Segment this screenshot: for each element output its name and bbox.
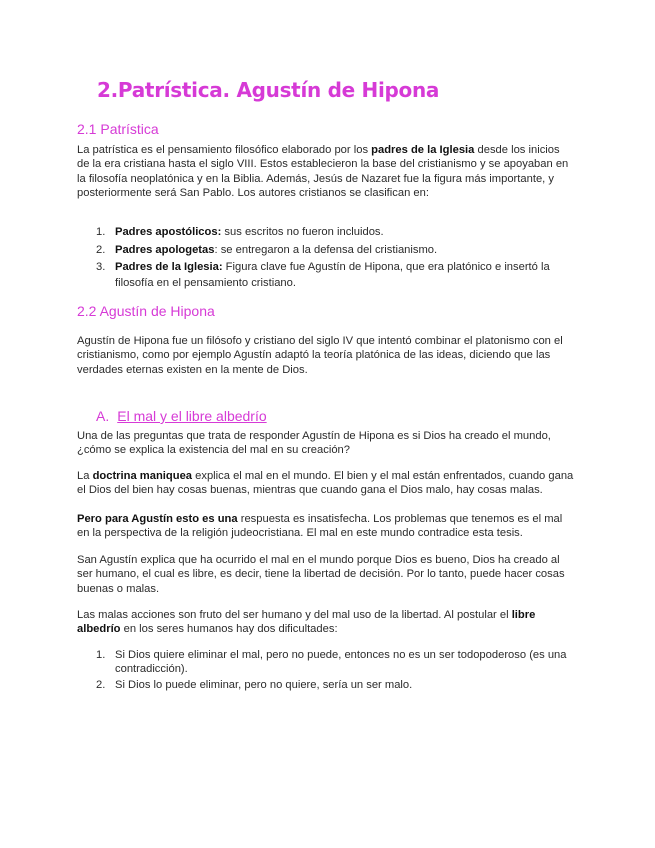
text: respuesta es insatisfecha. Los problemas que tenemos es el mal en la perspectiva de la religión judeocristiana. El mal en este mundo contradice esta tesis. (77, 513, 563, 540)
list-number: 3. (96, 261, 106, 273)
agustin-view-paragraph (77, 512, 575, 541)
intro-bold: padres de la Iglesia (371, 144, 475, 156)
list-item (77, 225, 575, 241)
page-title: 2.Patrística. Agustín de Hipona (97, 78, 440, 102)
text: en los seres humanos hay dos dificultades: (120, 623, 338, 636)
list-number: 2. (96, 678, 106, 691)
text: explica el mal en el mundo. El bien y el mal están enfrentados, cuando gana el Dios del bien hay cosas buenas, mientras que cuando gana el Dios malo, hay cosas malas. (77, 470, 574, 497)
list-item-text: Si Dios lo puede eliminar, pero no quiere, sería un ser malo. (115, 678, 413, 691)
list-number: 1. (96, 226, 106, 238)
list-item-text: Si Dios quiere eliminar el mal, pero no puede, entonces no es un ser todopoderoso (es una contradicción). (115, 649, 567, 676)
list-number: 1. (96, 649, 106, 661)
explanation-paragraph: San Agustín explica que ha ocurrido el mal en el mundo porque Dios es bueno, Dios ha creado al ser humano, el cual es libre, es decir, tiene la libertad de decisión. Por lo tanto, puede hacer cosas buenas o malas. (77, 554, 565, 595)
list-item-bold: Padres apostólicos: (115, 226, 222, 238)
list-item-text: : se entregaron a la defensa del cristianismo. (214, 243, 438, 256)
bold-term: doctrina maniquea (92, 470, 193, 482)
maniquea-paragraph (77, 469, 575, 498)
list-item-bold: Padres de la Iglesia: (115, 261, 223, 273)
patristica-intro (77, 143, 575, 200)
libre-albedrio-paragraph (77, 608, 575, 637)
subsection-letter: A. (96, 408, 110, 424)
intro-text: La patrística es el pensamiento filosófico elaborado por los (77, 144, 372, 156)
question-paragraph: Una de las preguntas que trata de responder Agustín de Hipona es si Dios ha creado el mundo, ¿cómo se explica la existencia del mal en su creación? (77, 430, 551, 457)
authors-list (77, 225, 575, 291)
text: La (77, 470, 93, 482)
difficulties-list (77, 648, 575, 692)
list-item (77, 260, 575, 291)
list-item-text: Figura clave fue Agustín de Hipona, que era platónico e insertó la filosofía en el pensamiento cristiano. (115, 261, 550, 289)
subsection-heading (96, 408, 267, 424)
text: Las malas acciones son fruto del ser humano y del mal uso de la libertad. Al postular el (77, 609, 512, 621)
list-item (77, 648, 575, 677)
list-item (77, 678, 575, 692)
section-heading-agustin: 2.2 Agustín de Hipona (77, 303, 215, 319)
list-item (77, 243, 575, 259)
bold-term: libre albedrío (77, 609, 536, 636)
subsection-title: El mal y el libre albedrío (117, 408, 267, 424)
section-heading-patristica: 2.1 Patrística (77, 121, 159, 137)
list-item-text: sus escritos no fueron incluidos. (221, 226, 384, 238)
agustin-paragraph: Agustín de Hipona fue un filósofo y cristiano del siglo IV que intentó combinar el platonismo con el cristianismo, como por ejemplo Agustín adaptó la teoría platónica de las ideas, diciendo que las verdades eternas existen en la mente de Dios. (77, 335, 563, 376)
list-number: 2. (96, 243, 106, 256)
bold-term: Pero para Agustín esto es una (77, 513, 238, 525)
list-item-bold: Padres apologetas (115, 243, 215, 256)
intro-text-rest: desde los inicios de la era cristiana hasta el siglo VIII. Estos establecieron la base del cristianismo y se apoyaban en la filosofía neoplatónica y en la Biblia. Además, Jesús de Nazaret fue la figura más importante, y posteriormente será San Pablo. Los autores cristianos se clasifican en: (77, 144, 569, 199)
